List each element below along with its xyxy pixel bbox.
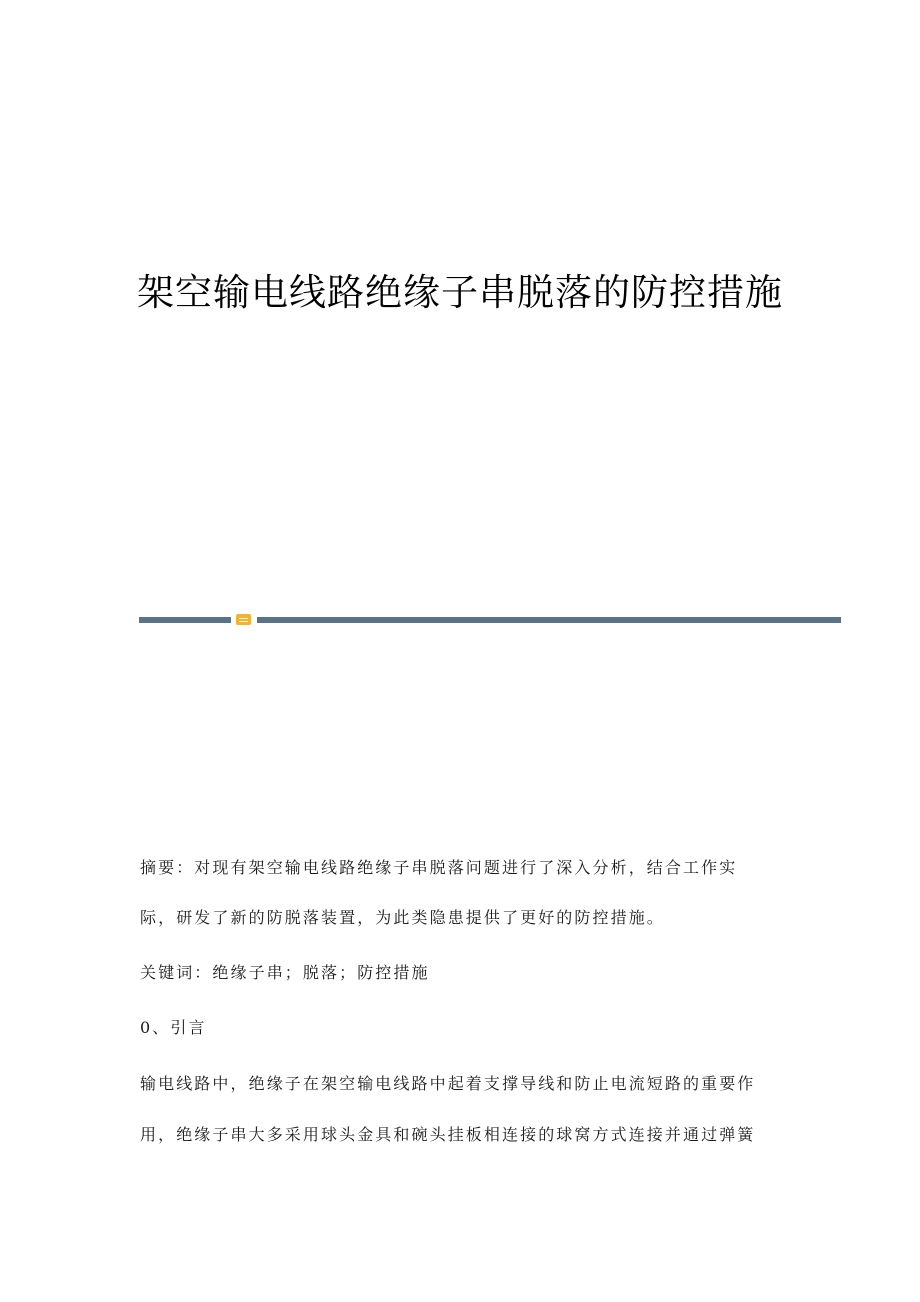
body-line-1: 输电线路中，绝缘子在架空输电线路中起着支撑导线和防止电流短路的重要作 (140, 1074, 756, 1093)
body-line-2: 用，绝缘子串大多采用球头金具和碗头挂板相连接的球窝方式连接并通过弹簧 (140, 1125, 756, 1144)
divider-ornament-icon (236, 614, 251, 625)
keywords-line: 关键词：绝缘子串；脱落；防控措施 (140, 963, 430, 982)
abstract-line-1: 摘要：对现有架空输电线路绝缘子串脱落问题进行了深入分析，结合工作实 (140, 858, 738, 877)
section-heading-intro: 0、引言 (140, 1018, 207, 1037)
document-title: 架空输电线路绝缘子串脱落的防控措施 (137, 271, 783, 314)
divider-bar-right (257, 617, 841, 623)
divider-bar-left (139, 617, 231, 623)
abstract-line-2: 际，研发了新的防脱落装置，为此类隐患提供了更好的防控措施。 (140, 908, 665, 927)
title-divider (139, 614, 841, 626)
